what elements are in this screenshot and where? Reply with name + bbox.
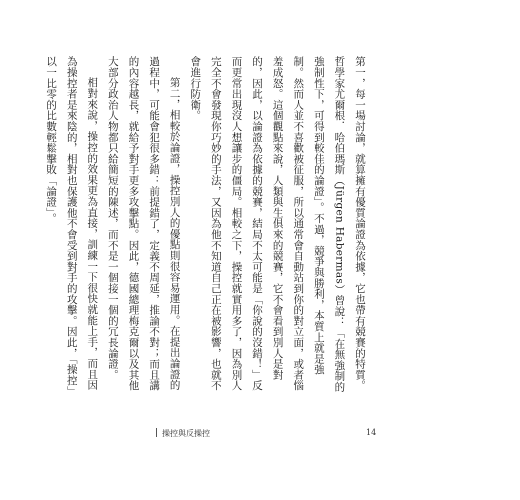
footer-divider [156,428,157,437]
paragraph-2: 第二，相較於論證，操控別人的優點則很容易運用。在提出論證的過程中，可能會犯很多錯：前提錯了，定義不周延，推論不對；而且講的內容越長，就給予對手更多攻擊點。因此，德國總理梅克爾以及其他大部分政治人物都只給簡短的陳述，而不是一個接一個的冗長論證。 [106,56,181,391]
paragraph-1: 第一，每一場討論，就算擁有優質論證為依據，它也帶有競賽的特質。哲學家尤爾根．哈伯瑪斯（Jürgen Habermas）曾說：「在無強制的強制性下，可得到較佳的論證」。不過，競爭與勝利，本質上就是強制。然而人並不喜歡被征服，所以通常會自動站到你的對立面，或者惱羞成怒。這個觀點來說，人類與生俱來的競賽，它不會看到別人是對的，因此，以論證為依據的競賽，結局不太可能是「你說的沒錯！」反而更常出現沒人想讓步的僵局。相較之下，操控就實用多了，因為別人完全不會發現你巧妙的手法，又因為他不知道自己正在被影響，也就不會進行防衛。 [189,56,366,393]
body-text [41,56,371,396]
page-number: 14 [366,428,377,437]
running-footer-title: 操控與反操控 [162,429,210,438]
paragraph-3: 相對來說，操控的效果更為直接，訓練一下很快就能上手，而且因為操控者是來陰的，相對也保護他不會受到對手的攻擊。因此，「操控」以一比零的比數輕鬆擊敗「論證」。 [45,56,99,392]
